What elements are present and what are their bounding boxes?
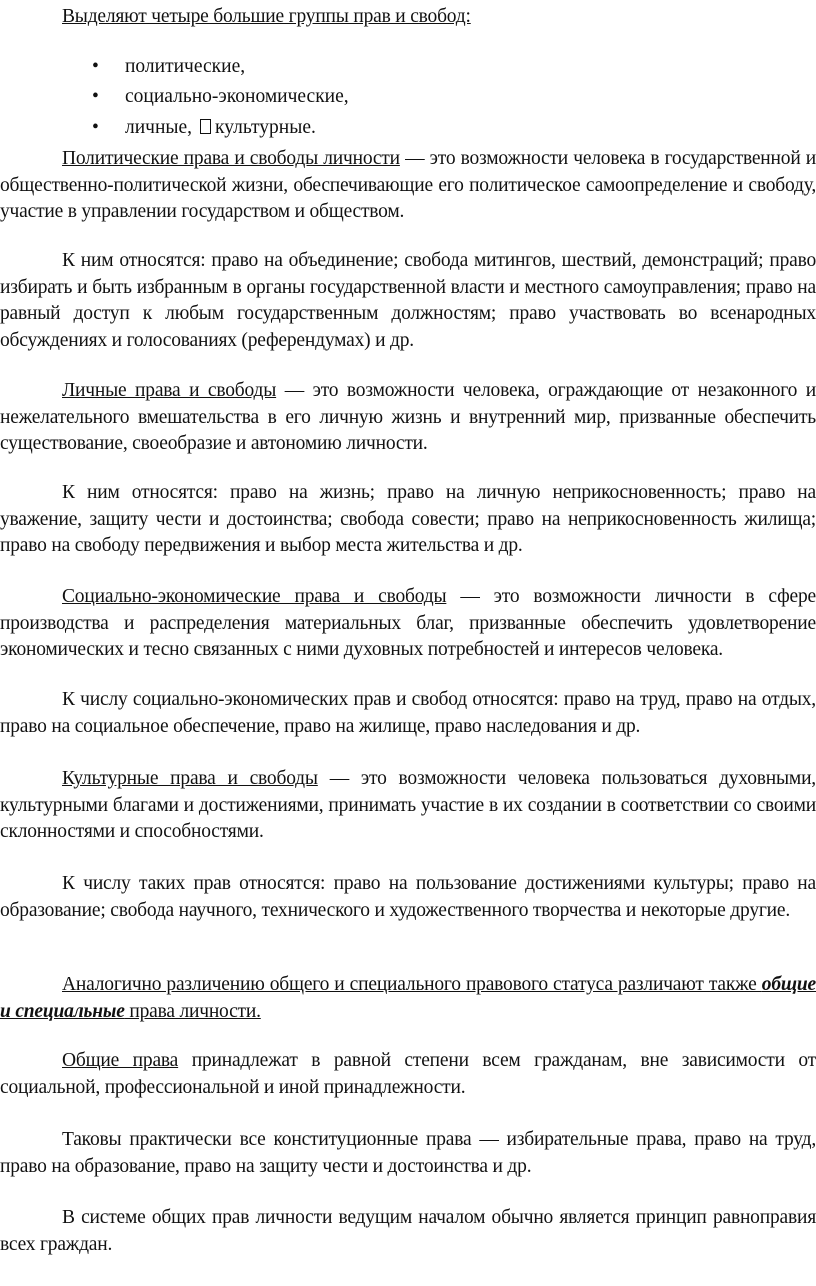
missing-glyph-box-icon — [200, 119, 211, 134]
bullet-icon: • — [92, 56, 99, 77]
paragraph-equality: В системе общих прав личности ведущим началом обычно является принцип равноправия всех граждан. — [0, 1207, 816, 1255]
paragraph-cultural: Культурные права и свободы — это возможности человека пользоваться духовными, культурными благами и достижениями, принимать участие в их создании в соответствии со своими склонностями и способностями. — [0, 768, 816, 842]
paragraph-socioeconomic: Социально-экономические права и свободы — это возможности личности в сфере производства и распределения материальных благ, призванные обеспечить удовлетворение экономических и тесно связанных с ними духовных потребностей и интересов человека. — [0, 586, 816, 660]
paragraph-political: Политические права и свободы личности — это возможности человека в государственной и общественно-политической жизни, обеспечивающие его политическое самоопределение и свободу, участие в управлении государством и обществом. — [0, 148, 816, 222]
paragraph-personal-list: К ним относятся: право на жизнь; право на личную неприкосновенность; право на уважение, защиту чести и достоинства; свобода совести; право на неприкосновенность жилища; право на свободу передвижения и выбор места жительства и др. — [0, 482, 816, 556]
paragraph-socioeconomic-list: К числу социально-экономических прав и свобод относятся: право на труд, право на отдых, право на социальное обеспечение, право на жилище, право наследования и др. — [0, 689, 816, 737]
bullet-icon: • — [92, 86, 99, 107]
paragraph-cultural-list: К числу таких прав относятся: право на пользование достижениями культуры; право на образование; свобода научного, технического и художественного творчества и некоторые другие. — [0, 873, 816, 921]
paragraph-general-special: Аналогично различению общего и специального правового статуса различают также общие и специальные права личности. — [0, 974, 816, 1022]
paragraph-general-rights: Общие права принадлежат в равной степени всем гражданам, вне зависимости от социальной, профессиональной и иной принадлежности. — [0, 1050, 816, 1098]
paragraph-personal: Личные права и свободы — это возможности человека, ограждающие от незаконного и нежелательного вмешательства в его личную жизнь и внутренний мир, призванные обеспечить существование, своеобразие и автономию личности. — [0, 380, 816, 454]
heading: Выделяют четыре большие группы прав и свобод: — [62, 6, 471, 27]
bullet-text: личные, культурные. — [125, 117, 316, 138]
bullet-text: социально-экономические, — [125, 86, 349, 107]
bullet-icon: • — [92, 117, 99, 138]
bullet-text: политические, — [125, 56, 246, 77]
paragraph-constitutional: Таковы практически все конституционные права — избирательные права, право на труд, право на образование, право на защиту чести и достоинства и др. — [0, 1129, 816, 1177]
paragraph-political-list: К ним относятся: право на объединение; свобода митингов, шествий, демонстраций; право избирать и быть избранным в органы государственной власти и местного самоуправления; право на равный доступ к любым государственным должностям; право участвовать во всенародных обсуждениях и голосованиях (референдумах) и др. — [0, 250, 816, 351]
